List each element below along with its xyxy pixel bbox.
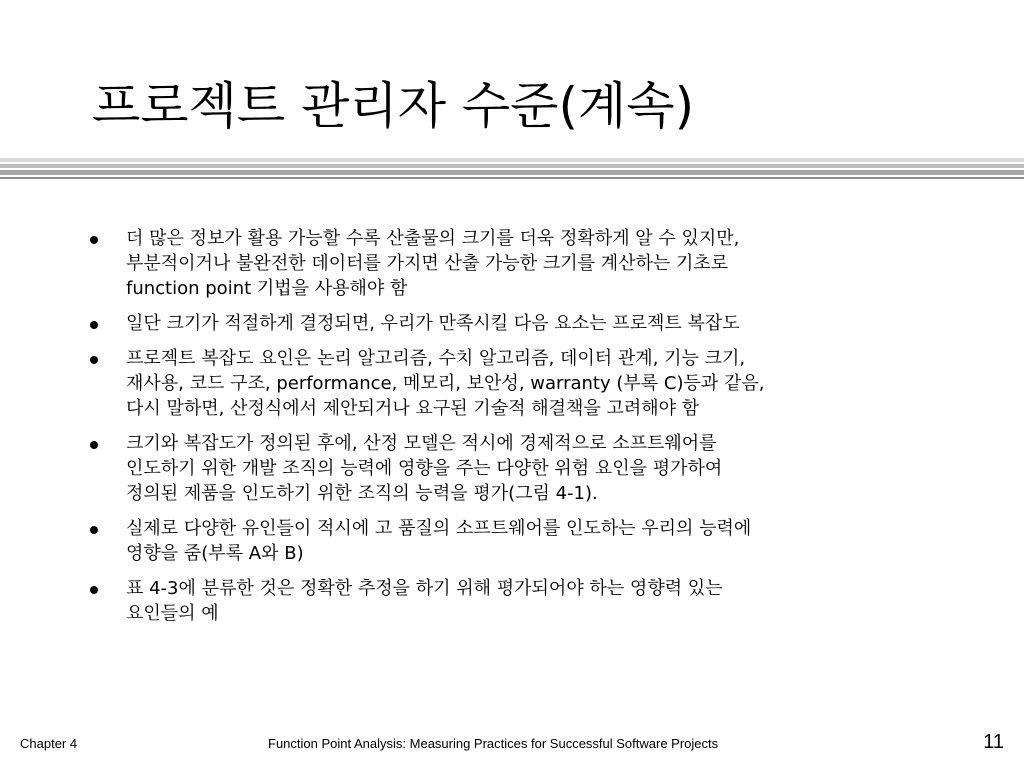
bullet-line: 정의된 제품을 인도하기 위한 조직의 능력을 평가(그림 4-1). — [126, 483, 598, 504]
bullet-line: 인도하기 위한 개발 조직의 능력에 영향을 주는 다양한 위험 요인을 평가하여 — [126, 458, 723, 479]
bullet-line: 다시 말하면, 산정식에서 제안되거나 요구된 기술적 해결책을 고려해야 함 — [126, 398, 700, 419]
footer-book-title: Function Point Analysis: Measuring Practices for Successful Software Projects — [268, 736, 719, 751]
bullet-line: 일단 크기가 적절하게 결정되면, 우리가 만족시킬 다음 요소는 프로젝트 복잡도 — [126, 313, 740, 334]
bullet-line: 더 많은 정보가 활용 가능할 수록 산출물의 크기를 더욱 정확하게 알 수 있지만, — [126, 228, 740, 249]
bullet-dot-icon — [90, 236, 98, 244]
bullet-item — [90, 516, 950, 566]
bullet-dot-icon — [90, 356, 98, 364]
bullet-line: function point 기법을 사용해야 함 — [126, 278, 408, 299]
bullet-line: 크기와 복잡도가 정의된 후에, 산정 모델은 적시에 경제적으로 소프트웨어를 — [126, 433, 717, 454]
title-divider-line-2 — [0, 164, 1024, 168]
footer-chapter: Chapter 4 — [20, 736, 78, 751]
bullet-list — [90, 226, 950, 636]
slide-page-number: 11 — [983, 731, 1004, 753]
bullet-item — [90, 346, 950, 421]
bullet-dot-icon — [90, 526, 98, 534]
bullet-line: 표 4-3에 분류한 것은 정확한 추정을 하기 위해 평가되어야 하는 영향력 있는 — [126, 578, 723, 599]
bullet-dot-icon — [90, 586, 98, 594]
bullet-item — [90, 431, 950, 506]
bullet-line: 재사용, 코드 구조, performance, 메모리, 보안성, warranty (부록 C)등과 같음, — [126, 373, 765, 394]
bullet-item — [90, 226, 950, 301]
bullet-line: 실제로 다양한 유인들이 적시에 고 품질의 소프트웨어를 인도하는 우리의 능력에 — [126, 518, 752, 539]
bullet-line: 영향을 줌(부록 A와 B) — [126, 543, 304, 564]
bullet-item — [90, 311, 950, 336]
slide-title: 프로젝트 관리자 수준(계속) — [92, 77, 695, 135]
bullet-line: 프로젝트 복잡도 요인은 논리 알고리즘, 수치 알고리즘, 데이터 관계, 기능 크기, — [126, 348, 746, 369]
title-divider-line-4 — [0, 177, 1024, 179]
bullet-line: 부분적이거나 불완전한 데이터를 가지면 산출 가능한 크기를 계산하는 기초로 — [126, 253, 729, 274]
bullet-dot-icon — [90, 321, 98, 329]
bullet-item — [90, 576, 950, 626]
bullet-dot-icon — [90, 441, 98, 449]
title-divider-line-1 — [0, 158, 1024, 162]
bullet-line: 요인들의 예 — [126, 603, 219, 624]
title-divider-line-3 — [0, 170, 1024, 175]
